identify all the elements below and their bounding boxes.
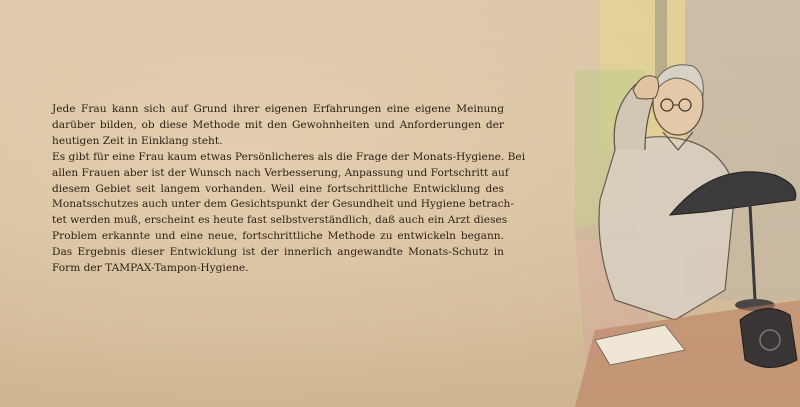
text-line: Problem erkannte und eine neue, fortschrittliche Methode zu entwickeln begann. <box>52 230 504 243</box>
text-line: Es gibt für eine Frau kaum etwas Persönlicheres als die Frage der Monats-Hygiene. Bei <box>52 150 526 163</box>
text-line: tet werden muß, erscheint es heute fast selbstverständlich, daß auch ein Arzt dieses <box>52 214 508 227</box>
text-line: allen Frauen aber ist der Wunsch nach Verbesserung, Anpassung und Fortschritt auf <box>52 166 509 179</box>
doctor-illustration <box>575 0 800 407</box>
text-line: diesem Gebiet seit langem vorhanden. Weil eine fortschrittliche Entwicklung des <box>52 182 504 195</box>
text-line: Form der TAMPAX-Tampon-Hygiene. <box>52 262 249 275</box>
text-line: darüber bilden, ob diese Methode mit den Gewohnheiten und Anforderungen der <box>52 118 504 131</box>
text-line: Das Ergebnis dieser Entwicklung ist der innerlich angewandte Monats-Schutz in <box>52 246 504 259</box>
telephone <box>740 309 797 368</box>
text-line: Jede Frau kann sich auf Grund ihrer eigenen Erfahrungen eine eigene Meinung <box>52 103 504 115</box>
body-text <box>52 102 526 277</box>
text-line: Monatsschutzes auch unter dem Gesichtspunkt der Gesundheit und Hygiene betrach- <box>52 198 514 211</box>
coat <box>599 137 735 320</box>
text-line: heutigen Zeit in Einklang steht. <box>52 134 223 147</box>
